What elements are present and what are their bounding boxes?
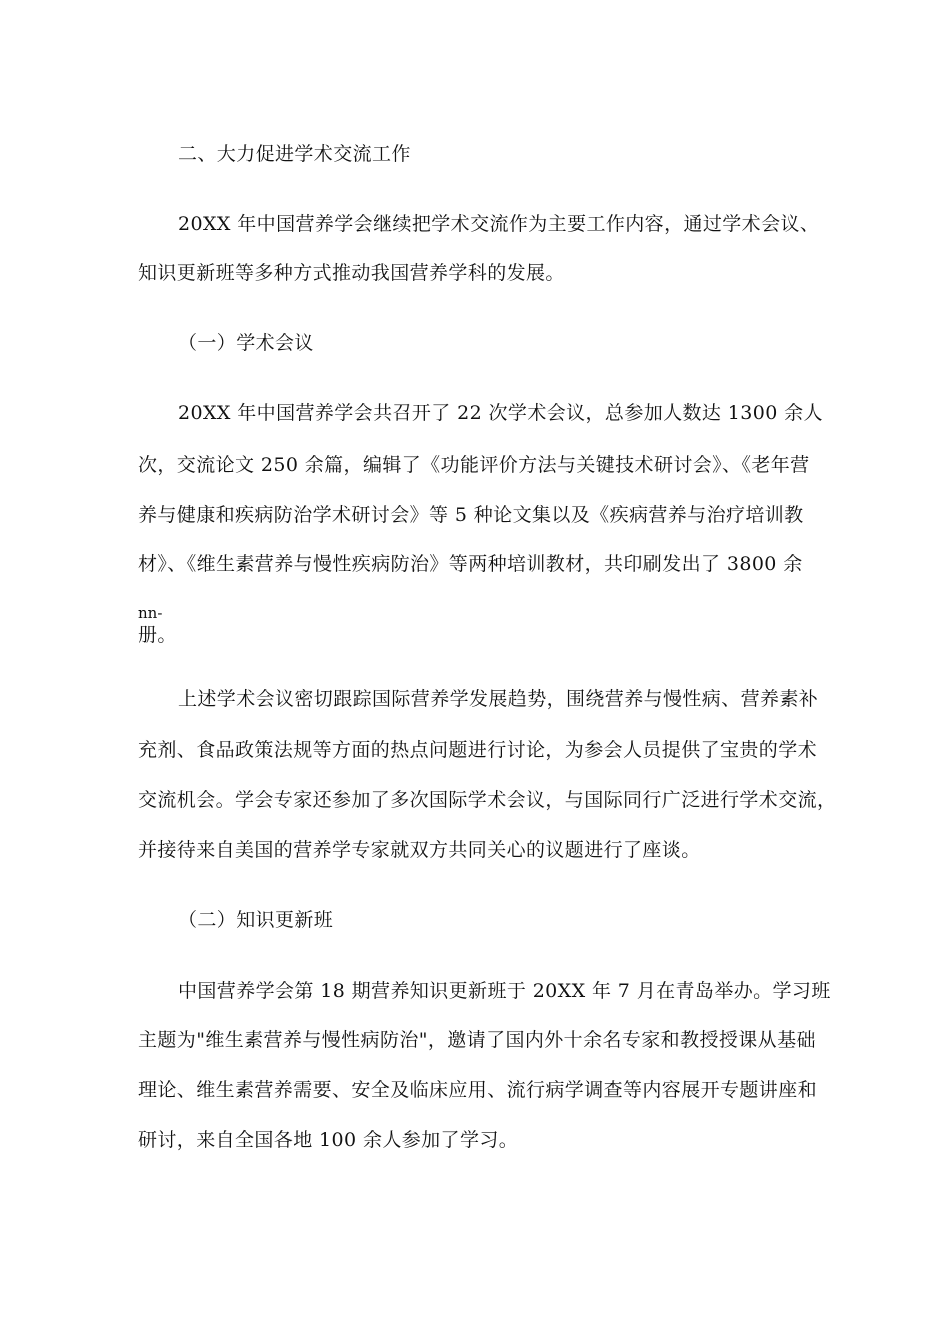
subsection-heading: （一）学术会议 — [178, 332, 314, 354]
paragraph-line: 次，交流论文 250 余篇，编辑了《功能评价方法与关键技术研讨会》、《老年营 — [138, 454, 810, 476]
paragraph-line: 20XX 年中国营养学会继续把学术交流作为主要工作内容，通过学术会议、 — [178, 213, 820, 235]
paragraph-line: 养与健康和疾病防治学术研讨会》等 5 种论文集以及《疾病营养与治疗培训教 — [138, 504, 804, 526]
paragraph-line: 册。 — [138, 624, 177, 646]
paragraph-line: 主题为"维生素营养与慢性病防治"，邀请了国内外十余名专家和教授授课从基础 — [138, 1029, 816, 1051]
paragraph-line: 上述学术会议密切跟踪国际营养学发展趋势，围绕营养与慢性病、营养素补 — [178, 688, 819, 710]
paragraph-line: 20XX 年中国营养学会共召开了 22 次学术会议，总参加人数达 1300 余人 — [178, 402, 823, 424]
paragraph-line: 充剂、食品政策法规等方面的热点问题进行讨论，为参会人员提供了宝贵的学术 — [138, 739, 818, 761]
paragraph-line: 并接待来自美国的营养学专家就双方共同关心的议题进行了座谈。 — [138, 839, 701, 861]
subsection-heading: （二）知识更新班 — [178, 909, 334, 931]
paragraph-line: 理论、维生素营养需要、安全及临床应用、流行病学调查等内容展开专题讲座和 — [138, 1079, 818, 1101]
paragraph-line: 中国营养学会第 18 期营养知识更新班于 20XX 年 7 月在青岛举办。学习班 — [178, 980, 831, 1002]
paragraph-line: 知识更新班等多种方式推动我国营养学科的发展。 — [138, 262, 565, 284]
paragraph-line: 交流机会。学会专家还参加了多次国际学术会议，与国际同行广泛进行学术交流， — [138, 789, 837, 811]
stray-mark: nn- — [138, 604, 163, 622]
paragraph-line: 材》、《维生素营养与慢性疾病防治》等两种培训教材，共印刷发出了 3800 余 — [138, 553, 803, 575]
paragraph-line: 研讨，来自全国各地 100 余人参加了学习。 — [138, 1129, 519, 1151]
section-heading: 二、大力促进学术交流工作 — [178, 143, 411, 165]
